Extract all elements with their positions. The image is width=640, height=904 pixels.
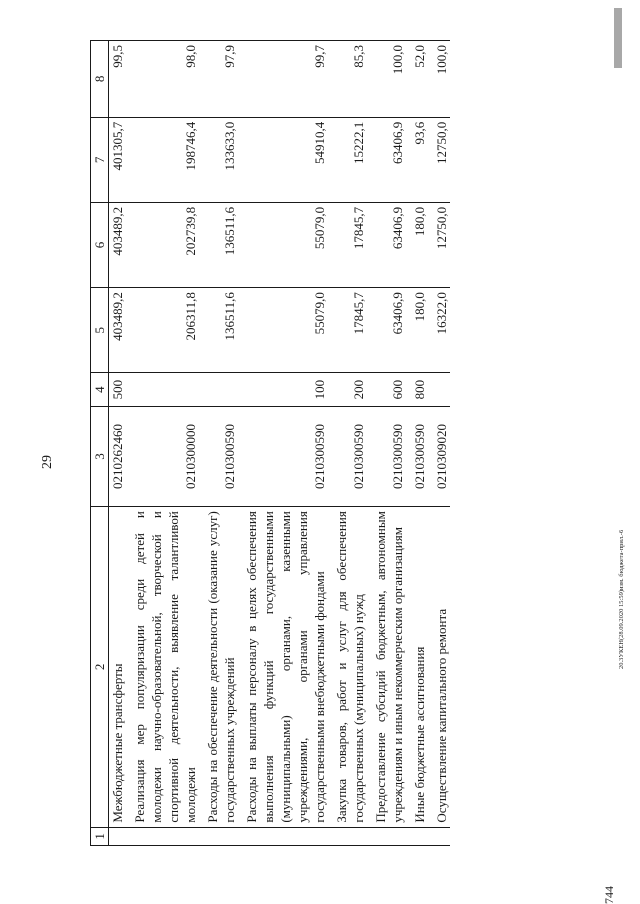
table-row bbox=[199, 41, 238, 846]
col-header: 5 bbox=[91, 288, 109, 373]
col-header: 1 bbox=[91, 827, 109, 845]
table-row bbox=[109, 41, 127, 846]
cell-code: 0210262460 bbox=[109, 406, 127, 506]
cell-blank bbox=[109, 827, 127, 845]
cell-name: Предоставление субсидий бюджетным, автономным учреждениям и иным некоммерческим организациям bbox=[367, 507, 406, 827]
col-header: 2 bbox=[91, 507, 109, 827]
cell-value-8: 98,0 bbox=[126, 41, 199, 118]
table-row bbox=[406, 41, 428, 846]
cell-name: Иные бюджетные ассигнования bbox=[406, 507, 428, 827]
cell-name: Расходы на обеспечение деятельности (оказание услуг) государственных учреждений bbox=[199, 507, 238, 827]
col-header: 4 bbox=[91, 373, 109, 406]
table-row bbox=[328, 41, 367, 846]
budget-table bbox=[90, 40, 450, 846]
cell-value-5: 55079,0 bbox=[238, 288, 328, 373]
cell-value-6: 55079,0 bbox=[238, 202, 328, 287]
cell-value-5: 180,0 bbox=[406, 288, 428, 373]
cell-value-8: 97,9 bbox=[199, 41, 238, 118]
cell-blank bbox=[328, 827, 367, 845]
cell-type: 500 bbox=[109, 373, 127, 406]
cell-value-8: 100,0 bbox=[428, 41, 450, 118]
cell-blank bbox=[199, 827, 238, 845]
cell-value-5: 206311,8 bbox=[126, 288, 199, 373]
cell-value-7: 54910,4 bbox=[238, 117, 328, 202]
cell-type bbox=[428, 373, 450, 406]
cell-value-6: 17845,7 bbox=[328, 202, 367, 287]
cell-value-5: 136511,6 bbox=[199, 288, 238, 373]
cell-value-7: 12750,0 bbox=[428, 117, 450, 202]
cell-type bbox=[126, 373, 199, 406]
cell-name: Межбюджетные трансферты bbox=[109, 507, 127, 827]
cell-value-7: 15222,1 bbox=[328, 117, 367, 202]
cell-type: 800 bbox=[406, 373, 428, 406]
cell-value-5: 16322,0 bbox=[428, 288, 450, 373]
cell-value-7: 93,6 bbox=[406, 117, 428, 202]
col-header: 8 bbox=[91, 41, 109, 118]
cell-value-8: 100,0 bbox=[367, 41, 406, 118]
cell-value-7: 133633,0 bbox=[199, 117, 238, 202]
cell-blank bbox=[238, 827, 328, 845]
cell-value-6: 202739,8 bbox=[126, 202, 199, 287]
cell-name: Реализация мер популяризации среди детей и молодежи научно-образовательной, творческой и спортивной деятельности, выявление талантливой молодежи bbox=[126, 507, 199, 827]
cell-value-5: 63406,9 bbox=[367, 288, 406, 373]
cell-value-8: 99,5 bbox=[109, 41, 127, 118]
cell-value-8: 99,7 bbox=[238, 41, 328, 118]
cell-value-8: 52,0 bbox=[406, 41, 428, 118]
col-header: 6 bbox=[91, 202, 109, 287]
page-number: 29 bbox=[40, 455, 55, 469]
cell-code: 0210300590 bbox=[367, 406, 406, 506]
cell-name: Закупка товаров, работ и услуг для обеспечения государственных (муниципальных) нужд bbox=[328, 507, 367, 827]
cell-name: Осуществление капитального ремонта bbox=[428, 507, 450, 827]
cell-code: 0210309020 bbox=[428, 406, 450, 506]
table-row bbox=[126, 41, 199, 846]
cell-blank bbox=[126, 827, 199, 845]
cell-type: 200 bbox=[328, 373, 367, 406]
col-header: 7 bbox=[91, 117, 109, 202]
cell-code: 0210300000 bbox=[126, 406, 199, 506]
cell-type bbox=[199, 373, 238, 406]
margin-number: 744 bbox=[602, 886, 616, 904]
cell-code: 0210300590 bbox=[328, 406, 367, 506]
cell-value-8: 85,3 bbox=[328, 41, 367, 118]
cell-type: 600 bbox=[367, 373, 406, 406]
cell-value-6: 63406,9 bbox=[367, 202, 406, 287]
cell-value-5: 403489,2 bbox=[109, 288, 127, 373]
cell-value-6: 180,0 bbox=[406, 202, 428, 287]
table-row bbox=[238, 41, 328, 846]
cell-code: 0210300590 bbox=[199, 406, 238, 506]
cell-value-7: 401305,7 bbox=[109, 117, 127, 202]
cell-value-6: 12750,0 bbox=[428, 202, 450, 287]
cell-name: Расходы на выплаты персоналу в целях обеспечения выполнения функций государственными (муниципальными) органами, казенными учреждениями, органами управления государственными внебюджетными фондами bbox=[238, 507, 328, 827]
cell-code: 0210300590 bbox=[238, 406, 328, 506]
cell-value-5: 17845,7 bbox=[328, 288, 367, 373]
cell-blank bbox=[428, 827, 450, 845]
cell-blank bbox=[406, 827, 428, 845]
header-row bbox=[91, 41, 109, 846]
cell-value-7: 63406,9 bbox=[367, 117, 406, 202]
cell-value-6: 403489,2 bbox=[109, 202, 127, 287]
cell-value-6: 136511,6 bbox=[199, 202, 238, 287]
footer-note: 20.3УКЕН(28.09.2020 15:59)изм. бюджета-прил.-6 bbox=[618, 529, 625, 669]
table-row bbox=[428, 41, 450, 846]
table-row bbox=[367, 41, 406, 846]
cell-type: 100 bbox=[238, 373, 328, 406]
cell-blank bbox=[367, 827, 406, 845]
cell-value-7: 198746,4 bbox=[126, 117, 199, 202]
cell-code: 0210300590 bbox=[406, 406, 428, 506]
col-header: 3 bbox=[91, 406, 109, 506]
